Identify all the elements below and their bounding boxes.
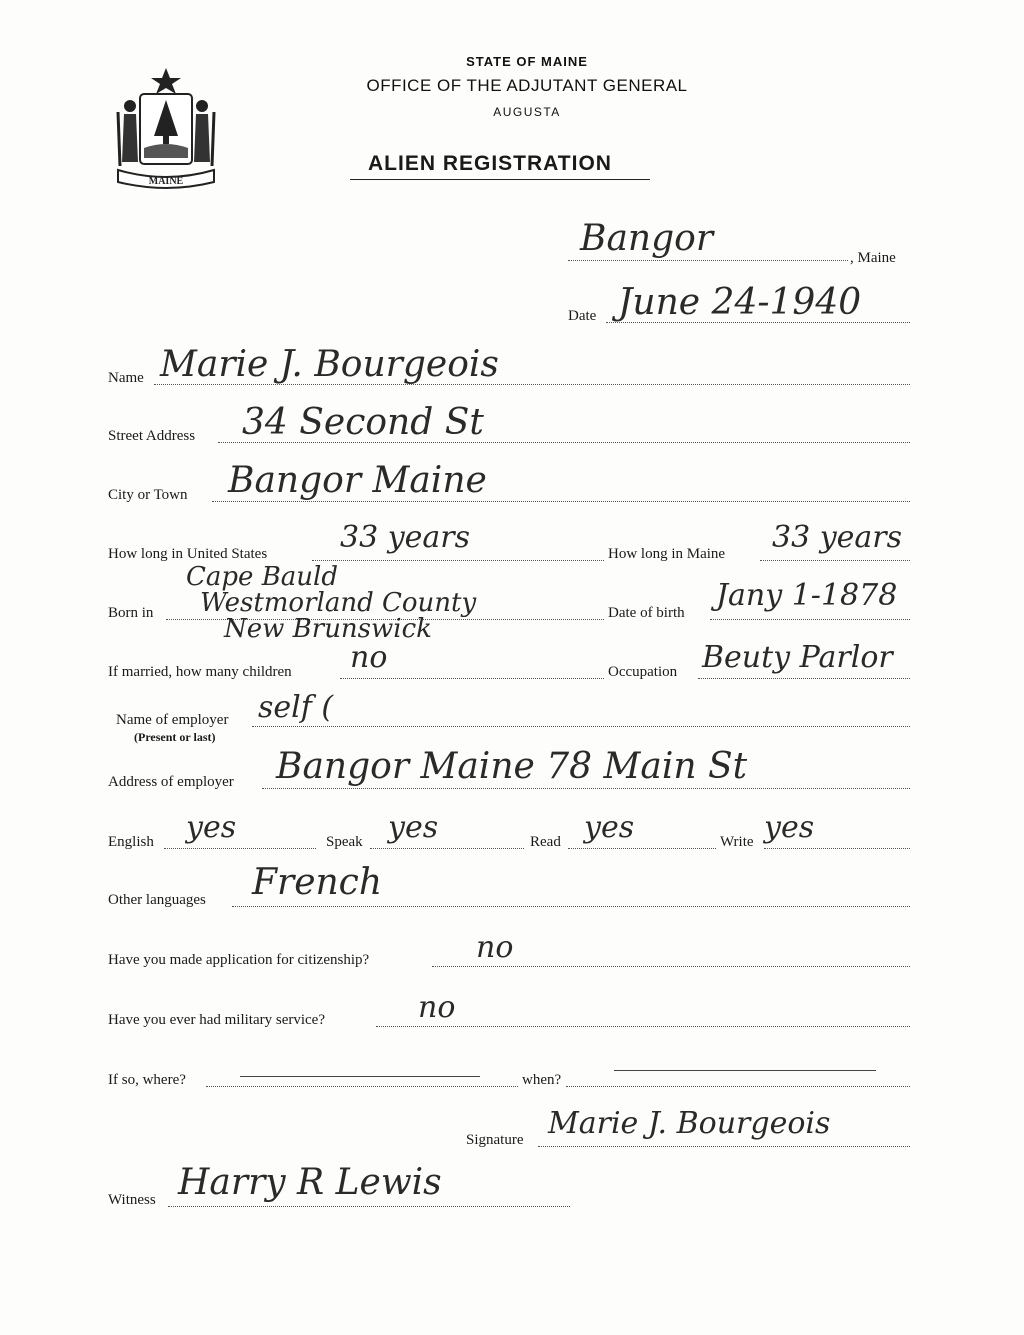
employer-line	[252, 726, 910, 727]
date-value: June 24-1940	[618, 282, 862, 323]
header-city: AUGUSTA	[493, 105, 561, 119]
employer-value: self (	[258, 690, 334, 725]
employer-label: Name of employer	[116, 712, 229, 728]
other-languages-value: French	[252, 862, 383, 903]
street-label: Street Address	[108, 428, 196, 444]
date-of-birth-label: Date of birth	[608, 605, 685, 621]
occupation-value: Beuty Parlor	[702, 640, 893, 675]
where-label: If so, where?	[108, 1072, 186, 1088]
english-value: yes	[186, 810, 237, 845]
other-languages-label: Other languages	[108, 892, 206, 908]
military-label: Have you ever had military service?	[108, 1012, 325, 1028]
seal-text: MAINE	[148, 176, 184, 187]
citizenship-label: Have you made application for citizenship?	[108, 952, 370, 968]
town-line	[568, 260, 848, 261]
name-value: Marie J. Bourgeois	[160, 344, 499, 385]
witness-value: Harry R Lewis	[178, 1162, 442, 1203]
witness-line	[168, 1206, 570, 1207]
military-line	[376, 1026, 910, 1027]
born-in-line3: New Brunswick	[224, 614, 432, 644]
born-in-line2: Westmorland County	[200, 588, 477, 618]
how-long-maine-line	[760, 560, 910, 561]
english-line	[164, 848, 316, 849]
header-office: OFFICE OF THE ADJUTANT GENERAL	[366, 76, 688, 95]
write-label: Write	[720, 834, 754, 850]
employer-sublabel: (Present or last)	[134, 730, 216, 744]
header-state: STATE OF MAINE	[466, 54, 588, 69]
signature-value: Marie J. Bourgeois	[548, 1106, 831, 1141]
city-line	[212, 501, 910, 502]
date-of-birth-value: Jany 1-1878	[716, 578, 898, 613]
how-long-maine-label: How long in Maine	[608, 546, 726, 562]
read-label: Read	[530, 834, 561, 850]
where-line	[206, 1086, 518, 1087]
where-dash	[240, 1076, 480, 1077]
witness-label: Witness	[108, 1192, 156, 1208]
when-dash	[614, 1070, 876, 1071]
occupation-label: Occupation	[608, 664, 678, 680]
employer-address-label: Address of employer	[108, 774, 234, 790]
city-label: City or Town	[108, 487, 188, 503]
how-long-us-label: How long in United States	[108, 546, 268, 562]
read-value: yes	[584, 810, 635, 845]
speak-line	[370, 848, 524, 849]
born-in-line1: Cape Bauld	[186, 562, 339, 592]
maine-label: , Maine	[850, 250, 896, 266]
children-line	[340, 678, 604, 679]
read-line	[568, 848, 716, 849]
form-title: ALIEN REGISTRATION	[368, 152, 612, 175]
write-value: yes	[764, 810, 815, 845]
employer-address-value: Bangor Maine 78 Main St	[276, 746, 748, 787]
english-label: English	[108, 834, 154, 850]
signature-label: Signature	[466, 1132, 524, 1148]
children-label: If married, how many children	[108, 664, 292, 680]
when-label: when?	[522, 1072, 562, 1088]
town-value: Bangor	[580, 218, 714, 259]
children-value: no	[350, 640, 388, 675]
how-long-us-line	[312, 560, 604, 561]
citizenship-line	[432, 966, 910, 967]
name-label: Name	[108, 370, 144, 386]
signature-line	[538, 1146, 910, 1147]
date-label: Date	[568, 308, 597, 324]
occupation-line	[698, 678, 910, 679]
title-underline	[350, 179, 650, 180]
military-value: no	[418, 990, 456, 1025]
speak-label: Speak	[326, 834, 363, 850]
street-value: 34 Second St	[242, 402, 484, 443]
city-value: Bangor Maine	[228, 460, 487, 501]
born-in-label: Born in	[108, 605, 154, 621]
how-long-us-value: 33 years	[340, 520, 471, 555]
other-languages-line	[232, 906, 910, 907]
employer-address-line	[262, 788, 910, 789]
citizenship-value: no	[476, 930, 514, 965]
when-line	[566, 1086, 910, 1087]
write-line	[764, 848, 910, 849]
date-of-birth-line	[710, 619, 910, 620]
how-long-maine-value: 33 years	[772, 520, 903, 555]
speak-value: yes	[388, 810, 439, 845]
